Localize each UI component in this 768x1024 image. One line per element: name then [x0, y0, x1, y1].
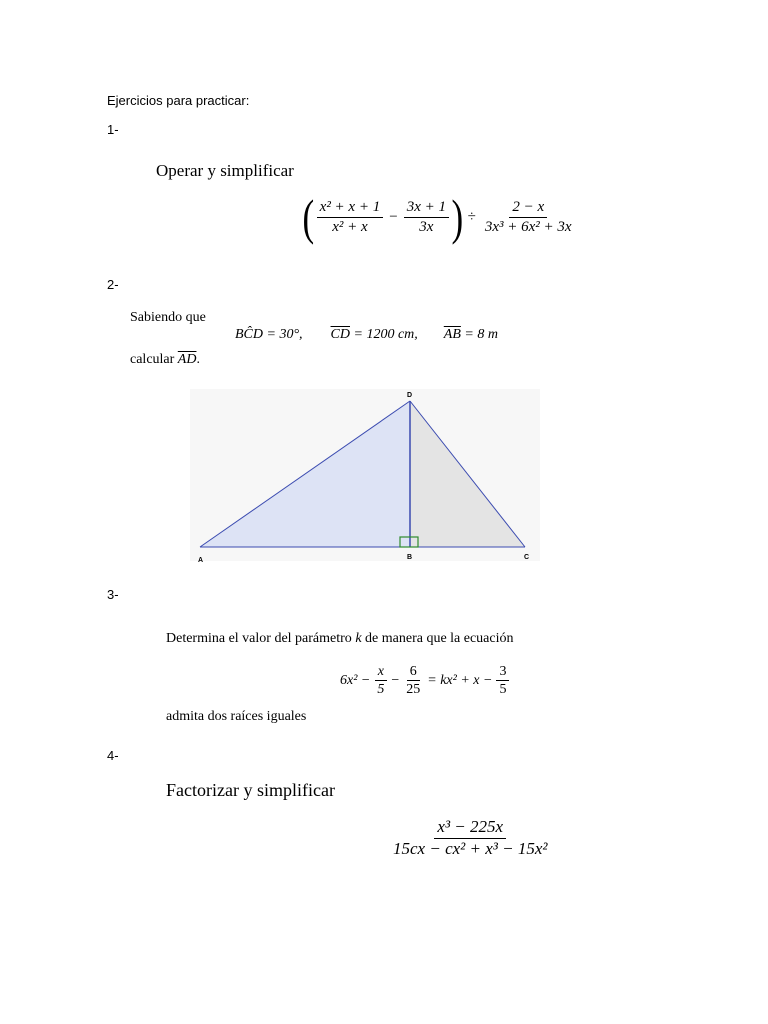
- exercise-1-fraction-2: [404, 199, 449, 235]
- label-c: C: [524, 554, 530, 561]
- exercise-4-fraction: [390, 818, 550, 858]
- exercise-2-given-label: Sabiendo que: [130, 310, 206, 325]
- fraction-3-denominator: 3x³ + 6x² + 3x: [484, 218, 572, 235]
- fraction-1-denominator: x² + x: [332, 218, 368, 235]
- fraction-1-numerator: x² + x + 1: [317, 199, 384, 218]
- right-paren: ): [451, 189, 464, 245]
- label-b: B: [407, 554, 413, 561]
- label-a: A: [198, 557, 204, 564]
- equation-lead: 6x² −: [340, 672, 371, 688]
- fraction-2-numerator: 3x + 1: [404, 199, 449, 218]
- exercise-3-instruction: Determina el valor del parámetro k de manera que la ecuación: [166, 631, 514, 646]
- exercise-2-question: calcular $\overline{AD}$.: [130, 352, 200, 367]
- label-d: D: [407, 392, 413, 399]
- exercise-4-instruction: Factorizar y simplificar: [166, 780, 335, 800]
- equation-minus: −: [391, 672, 400, 688]
- exercise-2-given-values: [235, 327, 498, 343]
- segment-ab: $\overline{AB} = 8$ m: [443, 327, 498, 342]
- exercise-1-instruction: Operar y simplificar: [156, 161, 294, 180]
- exercise-3-closing: admita dos raíces iguales: [166, 709, 307, 724]
- exercise-4-number: 4-: [107, 748, 119, 763]
- angle-bcd: BĈD = 30°,: [235, 327, 303, 342]
- equation-fraction-1: $\frac{x}{5}$: [374, 664, 387, 698]
- triangle-figure: [185, 384, 545, 569]
- left-paren: (: [302, 189, 315, 245]
- equation-fraction-2: $\frac{6}{25}$: [406, 664, 421, 698]
- segment-cd: $\overline{CD} = 1200$ cm,: [330, 327, 418, 342]
- divide-sign: ÷: [467, 208, 476, 225]
- page-heading: Ejercicios para practicar:: [107, 93, 250, 108]
- equation-fraction-3: $\frac{3}{5}$: [496, 664, 509, 698]
- exercise-1-fraction-1: [317, 199, 384, 235]
- exercise-3-number: 3-: [107, 587, 119, 602]
- fraction-2-denominator: 3x: [419, 218, 434, 235]
- exercise-1-number: 1-: [107, 122, 119, 137]
- exercise-4-numerator: x³ − 225x: [434, 818, 506, 839]
- exercise-1-expression: [300, 189, 575, 245]
- exercise-3-equation: [340, 664, 513, 698]
- exercise-4-expression: [390, 818, 550, 858]
- exercise-1-fraction-3: [482, 199, 575, 235]
- fraction-3-numerator: 2 − x: [509, 199, 547, 218]
- exercise-4-denominator: 15cx − cx² + x³ − 15x²: [393, 838, 548, 858]
- equation-middle: = kx² + x −: [427, 672, 493, 688]
- exercise-2-number: 2-: [107, 277, 119, 292]
- minus-sign: −: [389, 208, 398, 225]
